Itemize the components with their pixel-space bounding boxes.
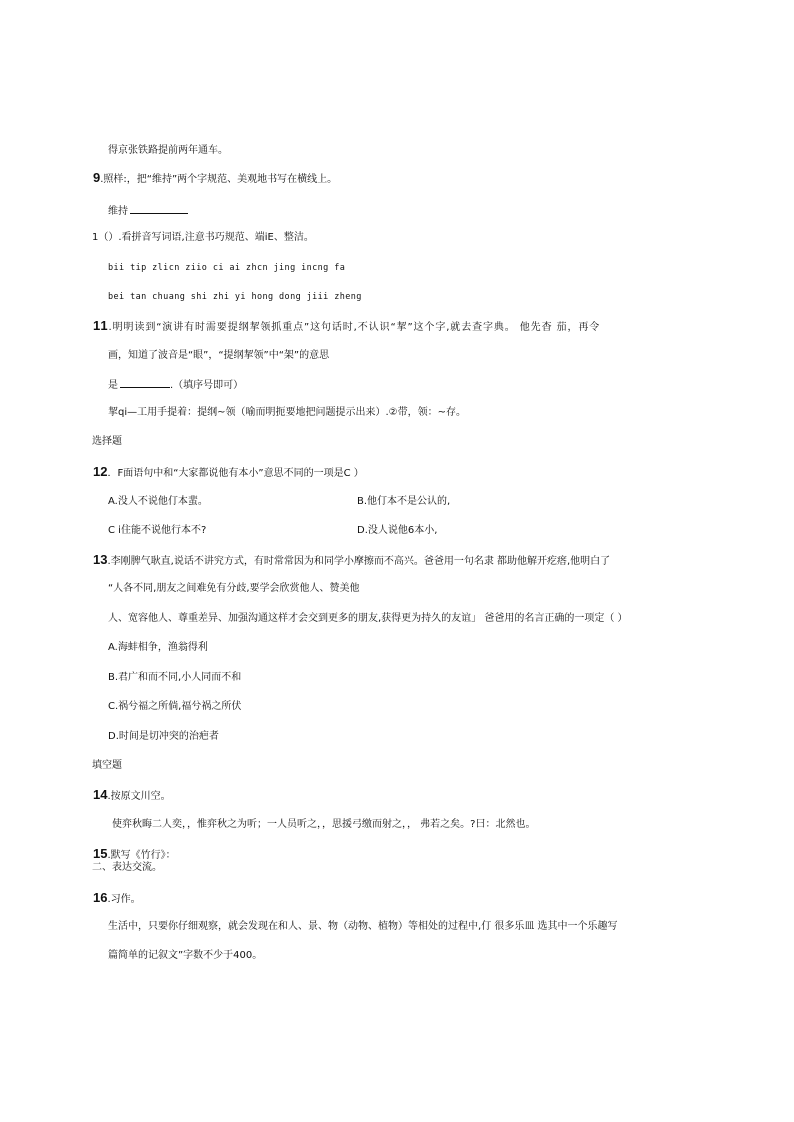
option-c: C.祸兮福之所倘,福兮祸之所伏 [108, 701, 242, 712]
text-line: 得京张铁路提前两年通车。 [108, 145, 228, 156]
question-text: .照样:，把“维持”两个字规范、美观地书写在横线上。 [100, 174, 338, 185]
answer-blank[interactable] [120, 377, 170, 388]
section-title: 选择题 [92, 436, 122, 447]
text-line: 篇简单的记叙文”字数不少于400。 [108, 950, 263, 961]
answer-blank[interactable] [130, 203, 188, 214]
question-text: .习作。 [107, 894, 141, 905]
question-11 [93, 319, 600, 335]
question-text: .明明读到“演讲有时需要提纲挈领抓重点”这句话时,不认识“挈”这个字,就去查字典。 他先杳 茄，再令 [108, 322, 601, 333]
section-title: 填空题 [92, 760, 122, 771]
question-12 [93, 465, 364, 481]
answer-line [108, 377, 243, 393]
question-14 [93, 788, 171, 804]
text-line: “人各不同,朋友之间难免有分歧,要学会欣赏他人、赞美他 [108, 583, 360, 594]
answer-line [108, 203, 188, 219]
question-13 [93, 553, 610, 569]
pinyin-line: bii tip zlicn ziio ci ai zhcn jing incng fa [108, 263, 346, 273]
answer-label: 维持 [108, 206, 128, 217]
question-number: 16 [93, 890, 108, 905]
question-number: 13 [93, 552, 108, 567]
question-number: 11 [93, 318, 109, 333]
question-text: ．F面语句中和“大家都说他有本小”意思不同的一项是C ） [107, 468, 364, 479]
question-number: 12 [93, 464, 108, 479]
option-a: A.海蚌相争，渔翁得利 [108, 642, 208, 653]
section-title: 二、表达交流。 [92, 862, 162, 873]
question-10: 1（）.看拼音写词语,注意书巧规范、端iE、整洁。 [92, 232, 314, 243]
text-line: 生活中，只要你仔细观察，就会发现在和人、景、物（动物、植物）等相处的过程中,仃 很多乐皿 选其中一个乐趣写 [108, 921, 618, 932]
text-line: 人、宽容他人、尊重差异、加强沟通这样才会交到更多的朋友,获得更为持久的友谊」 爸爸用的名言正确的一项定（ ） [108, 613, 628, 624]
option-c: C i住能不说他行本不? [108, 525, 207, 536]
question-text: .按原文川空。 [107, 791, 171, 802]
option-d: D.时间是切冲突的治疤者 [108, 731, 219, 742]
text-line: 使弈秋晦二人奕，，惟弈秋之为听；一人员听之，，思援弓缴而射之，， 弗若之矣。?曰：北然也。 [112, 819, 536, 830]
question-9 [93, 171, 337, 187]
option-b: B.他仃本不是公认的, [357, 496, 451, 507]
pinyin-line: bei tan chuang shi zhi yi hong dong jiii zheng [108, 292, 362, 302]
question-number: 14 [93, 787, 108, 802]
option-a: A.没人不说他仃本蜚。 [108, 496, 208, 507]
question-text: .李刚脾气耿直,说话不讲究方式，有时常常因为和同学小摩擦而不高兴。爸爸用一句名隶 都助他解开疙瘩,他明白了 [107, 556, 611, 567]
dictionary-entry: 挈qi—工用手提着：提纲~领（喻而明扼要地把问题提示出来）.②带，领：~存。 [108, 407, 467, 418]
question-number: 9 [93, 170, 101, 185]
question-16 [93, 891, 141, 907]
question-number: 15 [93, 846, 108, 861]
answer-hint: .（填序号即可） [170, 380, 244, 391]
option-d: D.没人说他6本小, [357, 525, 438, 536]
answer-label: 是 [108, 380, 118, 391]
question-text: .默写《竹行》： [107, 850, 176, 861]
option-b: B.君广和而不同,小人同而不和 [108, 672, 242, 683]
text-line: 画，知道了波音是“眼”，“提纲挈领”中“架”的意思 [108, 350, 330, 361]
